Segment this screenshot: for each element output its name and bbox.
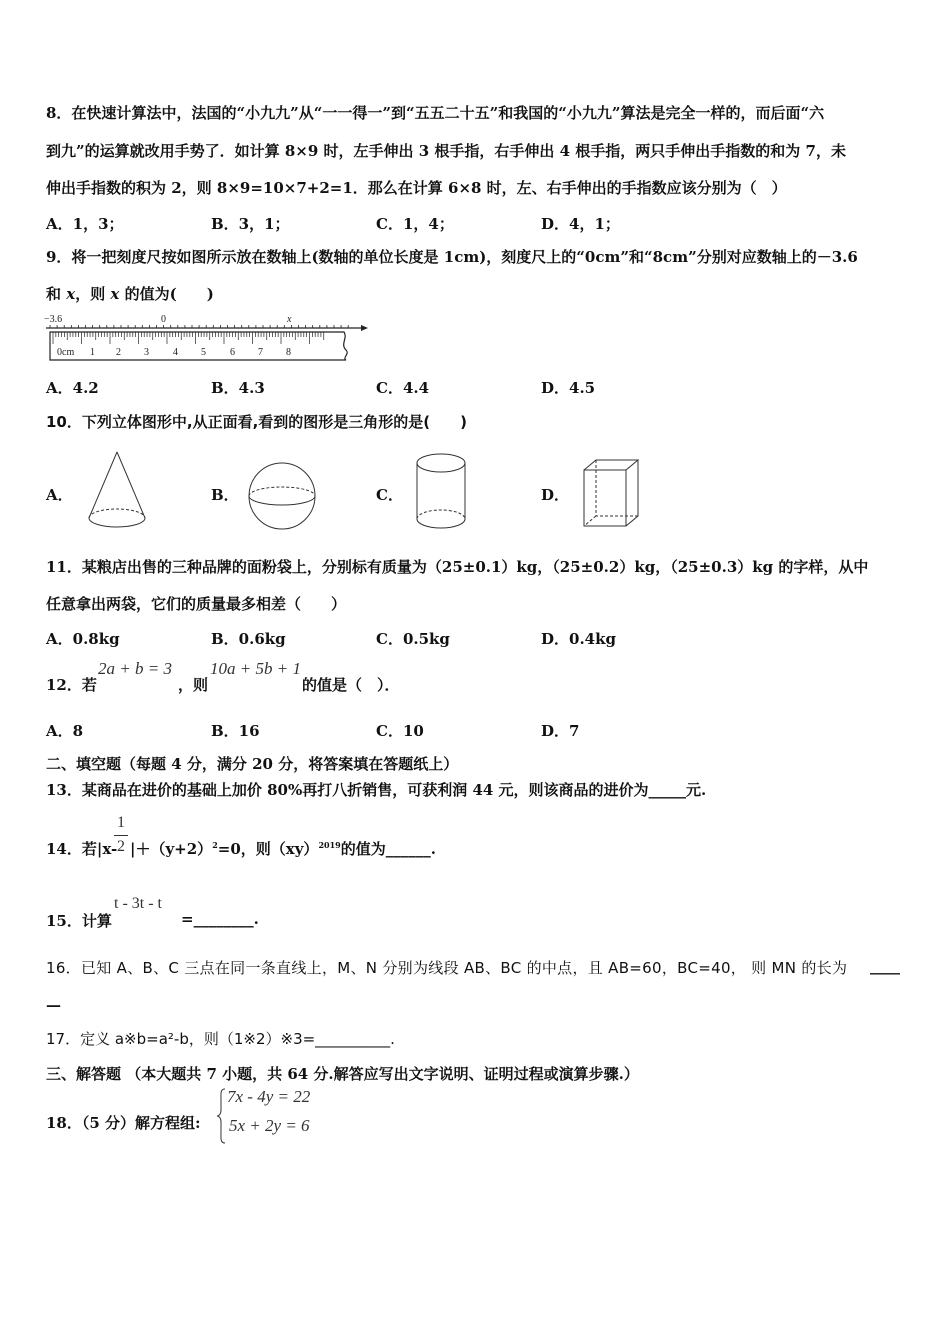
ruler-figure	[46, 310, 366, 365]
q16-blank2: —	[46, 996, 61, 1014]
q12-post: 的值是（ ）．	[302, 676, 400, 694]
q14-sup-2: 2	[212, 840, 218, 850]
q15-post: =________.	[181, 910, 259, 928]
q11-line2: 任意拿出两袋，它们的质量最多相差（ ）	[46, 595, 347, 613]
q12-option-d: D．7	[541, 722, 580, 740]
q14-pre: 14．若|x-	[46, 840, 118, 858]
q18-eq2: 5x + 2y = 6	[229, 1116, 310, 1135]
cone-icon	[86, 450, 148, 532]
axis-label-zero: 0	[161, 314, 166, 325]
q15-expr: t - 3t - t	[114, 895, 162, 912]
q9-option-a: A．4.2	[46, 379, 99, 397]
ruler-label-3: 3	[144, 347, 149, 358]
q14-frac-num: 1	[117, 814, 125, 831]
q9-line1: 9．将一把刻度尺按如图所示放在数轴上(数轴的单位长度是 1cm)，刻度尺上的“0cm”和“8cm”分别对应数轴上的－3.6	[46, 248, 858, 266]
q13-text: 13．某商品在进价的基础上加价 80%再打八折销售，可获利润 44 元，则该商品的进价为_____元.	[46, 781, 707, 799]
q9-line2-mid: ，则	[75, 285, 111, 303]
ruler-label-5: 5	[201, 347, 206, 358]
ruler-label-0: 0cm	[57, 347, 75, 358]
q12-option-c: C．10	[376, 722, 424, 740]
cuboid-icon	[582, 458, 642, 530]
q18-pre: 18．（5 分）解方程组:	[46, 1114, 201, 1132]
q9-line2-post: 的值为( )	[119, 285, 214, 303]
cylinder-icon	[414, 452, 468, 532]
q8-option-b: B．3，1；	[211, 215, 290, 233]
ruler-label-1: 1	[90, 347, 95, 358]
q12-mid: ，则	[178, 676, 209, 694]
q14-mid2-text: =0，则（xy）	[217, 840, 319, 858]
q14-post-text: 的值为______.	[340, 840, 436, 858]
q14-sup-2019: 2019	[318, 840, 341, 850]
q14-frac-den: 2	[117, 838, 125, 855]
q16-text: 16．已知 A、B、C 三点在同一条直线上，M、N 分别为线段 AB、BC 的中点，且 AB=60，BC=40， 则 MN 的长为	[46, 959, 848, 977]
q15-pre: 15．计算	[46, 912, 112, 930]
q12-eq2: 10a + 5b + 1	[210, 659, 301, 678]
q8-line3: 伸出手指数的积为 2，则 8×9=10×7+2=1．那么在计算 6×8 时，左、右手伸出的手指数应该分别为（ ）	[46, 179, 787, 197]
q9-variable-x2: x	[110, 285, 120, 303]
section2-title: 二、填空题（每题 4 分，满分 20 分，将答案填在答题纸上）	[46, 755, 459, 773]
q9-option-d: D．4.5	[541, 379, 596, 397]
q9-line2-pre: 和	[46, 285, 67, 303]
ruler-label-4: 4	[173, 347, 178, 358]
q8-line2: 到九”的运算就改用手势了．如计算 8×9 时，左手伸出 3 根手指，右手伸出 4 根手指，两只手伸出手指数的和为 7，未	[46, 142, 846, 160]
q17-text: 17．定义 a※b=a²-b，则（1※2）※3=__________.	[46, 1030, 395, 1048]
q9-line2	[46, 283, 214, 304]
q11-line1: 11．某粮店出售的三种品牌的面粉袋上，分别标有质量为（25±0.1）kg，（25±0.2）kg，（25±0.3）kg 的字样，从中	[46, 558, 869, 576]
q12-option-a: A．8	[46, 722, 84, 740]
q18-eq1: 7x - 4y = 22	[227, 1087, 311, 1106]
q8-option-d: D．4，1；	[541, 215, 620, 233]
q11-option-a: A．0.8kg	[46, 630, 120, 648]
q12-pre: 12．若	[46, 676, 97, 694]
q10-option-a: A．	[46, 486, 73, 504]
q14-mid	[130, 838, 436, 859]
ruler-label-7: 7	[258, 347, 263, 358]
axis-arrow-icon	[361, 325, 368, 331]
q12-option-b: B．16	[211, 722, 260, 740]
q9-option-b: B．4.3	[211, 379, 265, 397]
q11-option-c: C．0.5kg	[376, 630, 450, 648]
q11-option-d: D．0.4kg	[541, 630, 616, 648]
q14-mid-text: |＋（y+2）	[130, 840, 213, 858]
ruler-label-6: 6	[230, 347, 235, 358]
sphere-icon	[247, 460, 317, 532]
q10-option-b: B．	[211, 486, 239, 504]
axis-label-neg: −3.6	[44, 314, 63, 325]
q11-option-b: B．0.6kg	[211, 630, 286, 648]
q10-stem: 10．下列立体图形中,从正面看,看到的图形是三角形的是( )	[46, 413, 467, 431]
section3-title: 三、解答题 （本大题共 7 小题，共 64 分.解答应写出文字说明、证明过程或演算步骤.）	[46, 1065, 639, 1083]
q9-variable-x: x	[66, 285, 76, 303]
q14-frac-bar	[114, 835, 128, 836]
q8-line1: 8．在快速计算法中，法国的“小九九”从“一一得一”到“五五二十五”和我国的“小九九”算法是完全一样的，而后面“六	[46, 104, 825, 122]
ruler-label-8: 8	[286, 347, 291, 358]
q9-option-c: C．4.4	[376, 379, 430, 397]
q12-eq1: 2a + b = 3	[98, 659, 172, 678]
q8-option-c: C．1，4；	[376, 215, 454, 233]
ruler-label-2: 2	[116, 347, 121, 358]
q10-option-c: C．	[376, 486, 403, 504]
axis-label-x: x	[287, 314, 292, 325]
q8-option-a: A．1，3；	[46, 215, 124, 233]
system-brace-icon	[216, 1088, 226, 1144]
q10-option-d: D．	[541, 486, 570, 504]
q16-blank1: ____	[870, 957, 900, 975]
ruler-ticks	[53, 332, 324, 344]
